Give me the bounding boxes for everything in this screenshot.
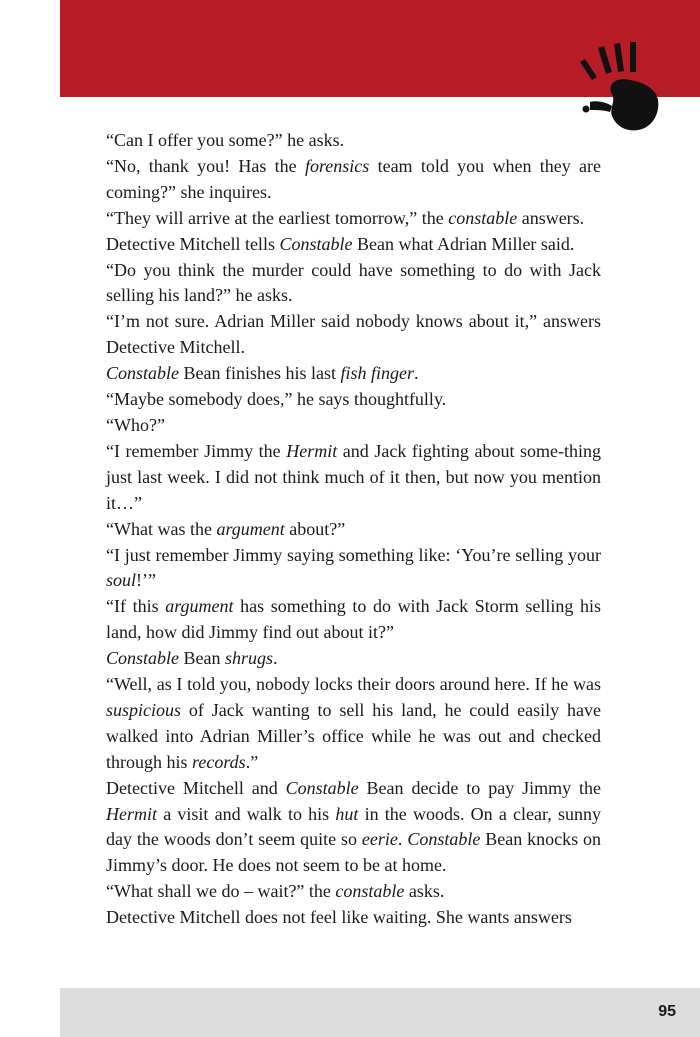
text-run: “Maybe somebody does,” he says thoughtfully. [106, 389, 447, 410]
emphasized-term: constable [335, 881, 405, 902]
emphasized-term: shrugs [225, 648, 274, 669]
emphasized-term: Constable [279, 233, 353, 254]
emphasized-term: Hermit [286, 440, 338, 461]
text-run: “Can I offer you some?” he asks. [106, 130, 345, 150]
paragraph [106, 672, 601, 776]
paragraph [106, 517, 601, 543]
paragraph [106, 309, 601, 361]
text-run: in the woods. On a clear, sunny day the woods don’t seem quite so [106, 803, 602, 850]
text-run: “If this [106, 596, 166, 617]
emphasized-term: Constable [285, 777, 359, 798]
text-run: “What shall we do – wait?” the [106, 881, 336, 902]
story-text [106, 128, 601, 931]
paragraph [106, 387, 601, 413]
text-run: “Do you think the murder could have something to do with Jack selling his land?” he asks. [106, 259, 601, 306]
text-run: asks. [404, 881, 445, 902]
text-run: “No, thank you! Has the [106, 155, 305, 176]
text-run: of Jack wanting to sell his land, he could easily have walked into Adrian Miller’s office while he was out and checked through his [106, 699, 601, 772]
paragraph [106, 128, 601, 154]
text-run: . [397, 829, 408, 850]
paragraph [106, 361, 601, 387]
text-run: Bean knocks on Jimmy’s door. He does not seem to be at home. [106, 829, 601, 876]
paragraph [106, 232, 601, 258]
page-number: 95 [658, 1003, 676, 1020]
text-run: “They will arrive at the earliest tomorrow,” the [106, 207, 449, 228]
emphasized-term: fish finger [340, 363, 415, 384]
text-run: Bean what Adrian Miller said. [352, 233, 575, 254]
paragraph [106, 905, 601, 931]
text-run: Bean [179, 648, 225, 669]
text-run: about?” [284, 518, 346, 539]
paragraph [106, 154, 601, 206]
paragraph [106, 543, 601, 595]
text-run: “What was the [106, 518, 217, 539]
text-run: and Jack fighting about some-thing just last week. I did not think much of it then, but now you mention it…” [106, 440, 601, 513]
text-run: a visit and walk to his [157, 803, 336, 824]
text-run: “I just remember Jimmy saying something like: ‘You’re selling your [106, 544, 601, 565]
emphasized-term: hut [335, 803, 359, 824]
text-run: “I remember Jimmy the [106, 440, 287, 461]
emphasized-term: argument [165, 596, 234, 617]
paragraph [106, 879, 601, 905]
text-run: !’” [136, 570, 156, 591]
text-run: .” [245, 751, 259, 772]
paragraph [106, 413, 601, 439]
text-run: Bean finishes his last [179, 363, 341, 384]
paragraph [106, 594, 601, 646]
paragraph [106, 646, 601, 672]
emphasized-term: Constable [106, 648, 180, 669]
text-run: team told you when they are coming?” she inquires. [106, 155, 601, 202]
paragraph [106, 439, 601, 517]
text-run: . [414, 363, 419, 384]
paragraph [106, 258, 601, 310]
text-run: Bean decide to pay Jimmy the [358, 777, 601, 798]
text-run: Detective Mitchell does not feel like waiting. She wants answers [106, 907, 572, 928]
text-run: “I’m not sure. Adrian Miller said nobody knows about it,” answers Detective Mitchell. [106, 311, 601, 358]
emphasized-term: suspicious [106, 699, 182, 720]
emphasized-term: constable [448, 207, 518, 228]
text-run: “Who?” [106, 414, 165, 435]
emphasized-term: argument [216, 518, 285, 539]
emphasized-term: soul [106, 570, 137, 591]
text-run: Detective Mitchell and [106, 777, 286, 798]
emphasized-term: forensics [304, 155, 370, 176]
text-run: has something to do with Jack Storm selling his land, how did Jimmy find out about it?” [106, 596, 601, 643]
emphasized-term: Constable [407, 829, 481, 850]
emphasized-term: records [192, 751, 246, 772]
emphasized-term: Hermit [106, 803, 157, 824]
paragraph [106, 206, 601, 232]
text-run: . [273, 648, 278, 669]
handprint-icon [572, 36, 664, 132]
text-run: Detective Mitchell tells [106, 233, 280, 254]
paragraph [106, 776, 601, 880]
footer-bar [60, 988, 700, 1037]
text-run: answers. [517, 207, 585, 228]
emphasized-term: Constable [106, 363, 180, 384]
text-run: “Well, as I told you, nobody locks their doors around here. If he was [106, 674, 601, 695]
emphasized-term: eerie [361, 829, 398, 850]
